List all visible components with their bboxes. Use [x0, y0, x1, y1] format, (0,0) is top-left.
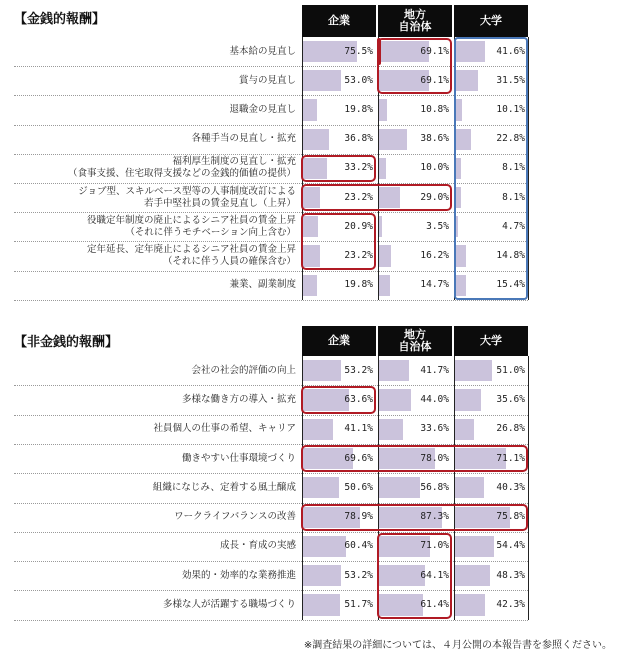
section-title: 【金銭的報酬】 — [14, 12, 106, 27]
column-header: 企業 — [302, 5, 376, 37]
row-label — [6, 482, 296, 494]
row-divider — [14, 183, 528, 184]
value-label: 48.3% — [496, 569, 525, 581]
row-label-line: ワークライフバランスの改善 — [174, 511, 296, 523]
row-label-line: 福利厚生制度の見直し・拡充 — [172, 156, 296, 168]
value-label: 75.8% — [496, 511, 525, 523]
value-label: 31.5% — [496, 74, 525, 86]
value-label: 41.6% — [496, 45, 525, 57]
row-label-line: （それに伴う人員の確保含む） — [162, 256, 296, 267]
row-divider — [14, 241, 528, 242]
footnote: ※調査結果の詳細については、４月公開の本報告書を参照ください。 — [303, 640, 612, 651]
row-label-line: 組織になじみ、定着する風土醸成 — [152, 481, 296, 493]
value-label: 15.4% — [496, 279, 525, 291]
value-label: 40.3% — [496, 481, 525, 493]
value-label: 29.0% — [420, 191, 449, 203]
value-label: 78.0% — [420, 452, 449, 464]
value-label: 23.2% — [344, 191, 373, 203]
row-label-line: 会社の社会的評価の向上 — [191, 364, 296, 376]
row-label-line: 退職金の見直し — [229, 104, 296, 115]
value-label: 20.9% — [344, 220, 373, 232]
value-label: 64.1% — [420, 569, 449, 581]
value-label: 23.2% — [344, 250, 373, 261]
section-title: 【非金銭的報酬】 — [14, 335, 119, 350]
row-divider — [14, 95, 528, 96]
row-label — [6, 570, 296, 582]
column-divider — [528, 37, 529, 300]
value-label: 69.6% — [344, 452, 373, 464]
value-label: 56.8% — [420, 481, 449, 493]
value-label: 35.6% — [496, 393, 525, 405]
row-label-line: （それに伴うモチベーション向上含む） — [125, 226, 296, 238]
highlight-box — [301, 386, 376, 413]
row-label — [6, 156, 296, 180]
row-label — [6, 365, 296, 377]
row-label — [6, 423, 296, 435]
row-label — [6, 46, 296, 58]
value-label: 75.5% — [344, 45, 373, 57]
highlight-box — [301, 155, 376, 182]
row-label-line: 効果的・効率的な業務推進 — [181, 569, 296, 581]
value-label: 78.9% — [344, 511, 373, 523]
row-label — [6, 244, 296, 268]
value-label: 54.4% — [496, 540, 525, 552]
value-label: 38.6% — [420, 133, 449, 145]
row-label-line: 賞与の見直し — [238, 74, 296, 86]
highlight-box — [301, 504, 528, 531]
row-label-line: 働きやすい仕事環境づくり — [181, 452, 296, 464]
row-label-line: （食事支援、住宅取得支援などの金銭的価値の提供） — [67, 168, 296, 180]
value-label: 14.8% — [496, 250, 525, 261]
row-label-line: 若手中堅社員の賃金見直し（上昇） — [143, 197, 296, 209]
highlight-box — [301, 184, 452, 211]
value-label: 61.4% — [420, 599, 449, 611]
value-label: 4.7% — [502, 220, 525, 232]
column-header: 地方 自治体 — [378, 5, 452, 37]
column-divider — [528, 356, 529, 620]
column-header: 大学 — [454, 326, 528, 356]
highlight-box-blue — [454, 37, 528, 300]
value-label: 87.3% — [420, 511, 449, 523]
value-label: 41.7% — [420, 364, 449, 376]
value-label: 33.2% — [344, 162, 373, 174]
row-label-line: 基本給の見直し — [229, 45, 296, 57]
column-header: 大学 — [454, 5, 528, 37]
value-label: 3.5% — [426, 220, 449, 232]
row-label-line: 各種手当の見直し・拡充 — [191, 133, 296, 145]
value-label: 10.0% — [420, 162, 449, 174]
row-label-line: 役職定年制度の廃止によるシニア社員の賃金上昇 — [86, 214, 296, 226]
value-label: 8.1% — [502, 162, 525, 174]
row-label-line: 成長・育成の実感 — [219, 540, 296, 552]
row-divider — [14, 620, 528, 621]
row-label — [6, 394, 296, 406]
value-label: 69.1% — [420, 74, 449, 86]
value-label: 19.8% — [344, 279, 373, 291]
value-label: 50.6% — [344, 481, 373, 493]
row-label — [6, 215, 296, 239]
row-label — [6, 279, 296, 291]
row-label — [6, 511, 296, 523]
value-label: 69.1% — [420, 45, 449, 57]
row-label — [6, 75, 296, 87]
value-label: 53.2% — [344, 569, 373, 581]
highlight-box — [301, 213, 376, 269]
value-label: 53.0% — [344, 74, 373, 86]
row-label — [6, 540, 296, 552]
row-label — [6, 186, 296, 210]
highlight-box — [377, 533, 452, 619]
value-label: 71.0% — [420, 540, 449, 552]
highlight-box — [377, 38, 452, 94]
value-label: 42.3% — [496, 599, 525, 611]
value-label: 10.8% — [420, 104, 449, 115]
value-label: 26.8% — [496, 423, 525, 435]
row-label-line: 定年延長、定年廃止によるシニア社員の賃金上昇 — [86, 244, 296, 255]
value-label: 53.2% — [344, 364, 373, 376]
row-label-line: 多様な働き方の導入・拡充 — [181, 393, 296, 405]
value-label: 51.0% — [496, 364, 525, 376]
value-label: 36.8% — [344, 133, 373, 145]
value-label: 19.8% — [344, 104, 373, 115]
value-label: 51.7% — [344, 599, 373, 611]
row-label-line: 社員個人の仕事の希望、キャリア — [153, 423, 296, 435]
row-divider — [14, 125, 528, 126]
value-label: 22.8% — [496, 133, 525, 145]
row-divider — [14, 212, 528, 213]
row-label — [6, 104, 296, 116]
highlight-box — [301, 445, 528, 472]
value-label: 60.4% — [344, 540, 373, 552]
value-label: 10.1% — [496, 104, 525, 115]
value-label: 16.2% — [420, 250, 449, 261]
row-label-line: 兼業、副業制度 — [229, 279, 296, 291]
row-divider — [14, 271, 528, 272]
value-label: 44.0% — [420, 393, 449, 405]
row-label — [6, 453, 296, 465]
row-label-line: ジョブ型、スキルベース型等の人事制度改訂による — [78, 185, 296, 197]
row-divider — [14, 473, 528, 474]
row-label — [6, 133, 296, 145]
value-label: 41.1% — [344, 423, 373, 435]
row-divider — [14, 415, 528, 416]
column-header: 企業 — [302, 326, 376, 356]
value-label: 71.1% — [496, 452, 525, 464]
row-divider — [14, 532, 528, 533]
value-label: 14.7% — [420, 279, 449, 291]
row-label-line: 多様な人が活躍する職場づくり — [162, 599, 296, 611]
row-divider — [14, 385, 528, 386]
value-label: 63.6% — [344, 393, 373, 405]
row-label — [6, 599, 296, 611]
value-label: 33.6% — [420, 423, 449, 435]
value-label: 8.1% — [502, 191, 525, 203]
row-divider — [14, 154, 528, 155]
column-header: 地方 自治体 — [378, 326, 452, 356]
row-divider — [14, 300, 528, 301]
